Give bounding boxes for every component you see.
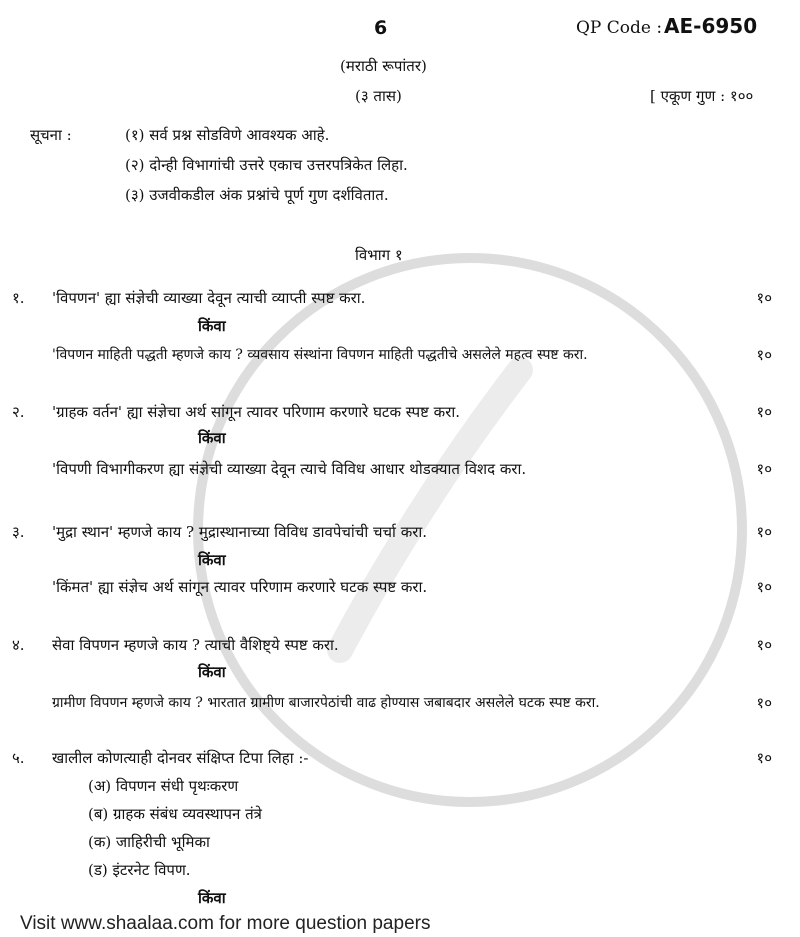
sub-item: (क) जाहिरीची भूमिका xyxy=(88,833,210,851)
question-number: ५. xyxy=(12,749,25,767)
footer-link[interactable]: Visit www.shaalaa.com for more question papers xyxy=(20,913,431,934)
qp-label: QP Code : xyxy=(576,18,663,38)
or-label: किंवा xyxy=(198,663,226,681)
duration: (३ तास) xyxy=(355,87,402,105)
alt-question-marks: १० xyxy=(756,346,772,364)
or-label: किंवा xyxy=(198,429,226,447)
alt-question-text: 'विपणी विभागीकरण ह्या संज्ञेची व्याख्या देवून त्याचे विविध आधार थोडक्यात विशद करा. xyxy=(52,460,527,478)
sub-item: (ड) इंटरनेट विपण. xyxy=(88,861,191,879)
question-marks: १० xyxy=(756,523,772,541)
question-number: २. xyxy=(12,403,25,421)
question-marks: १० xyxy=(756,289,772,307)
alt-question-text: 'विपणन माहिती पद्धती म्हणजे काय ? व्यवसाय संस्थांना विपणन माहिती पद्धतीचे असलेले महत्व स्पष्ट करा. xyxy=(52,347,588,363)
question-marks: १० xyxy=(756,636,772,654)
alt-question-marks: १० xyxy=(756,578,772,596)
question-text: सेवा विपणन म्हणजे काय ? त्याची वैशिष्ट्ये स्पष्ट करा. xyxy=(52,636,339,654)
subtitle: (मराठी रूपांतर) xyxy=(340,57,427,75)
sub-item: (ब) ग्राहक संबंध व्यवस्थापन तंत्रे xyxy=(88,805,262,823)
question-marks: १० xyxy=(756,403,772,421)
question-text: 'ग्राहक वर्तन' ह्या संज्ञेचा अर्थ सांगून त्यावर परिणाम करणारे घटक स्पष्ट करा. xyxy=(52,403,460,421)
instruction-item: (१) सर्व प्रश्न सोडविणे आवश्यक आहे. xyxy=(125,126,330,144)
or-label: किंवा xyxy=(198,551,226,569)
question-marks: १० xyxy=(756,749,772,767)
question-text: 'मुद्रा स्थान' म्हणजे काय ? मुद्रास्थानाच्या विविध डावपेचांची चर्चा करा. xyxy=(52,523,427,541)
instructions-label: सूचना : xyxy=(30,126,72,144)
question-number: १. xyxy=(12,289,25,307)
page-number: 6 xyxy=(374,17,388,39)
total-marks: [ एकूण गुण : १०० xyxy=(650,87,754,105)
alt-question-marks: १० xyxy=(756,460,772,478)
alt-question-text: 'किंमत' ह्या संज्ञेच अर्थ सांगून त्यावर परिणाम करणारे घटक स्पष्ट करा. xyxy=(52,578,428,596)
question-text: 'विपणन' ह्या संज्ञेची व्याख्या देवून त्याची व्याप्ती स्पष्ट करा. xyxy=(52,289,366,307)
question-text: खालील कोणत्याही दोनवर संक्षिप्त टिपा लिहा :- xyxy=(52,749,309,767)
alt-question-text: ग्रामीण विपणन म्हणजे काय ? भारतात ग्रामीण बाजारपेठांची वाढ होण्यास जबाबदार असलेले घटक स्पष्ट करा. xyxy=(52,695,600,711)
section-title: विभाग १ xyxy=(355,246,403,264)
question-number: ३. xyxy=(12,523,25,541)
or-label: किंवा xyxy=(198,317,226,335)
or-label: किंवा xyxy=(198,889,226,907)
instruction-item: (३) उजवीकडील अंक प्रश्नांचे पूर्ण गुण दर्शवितात. xyxy=(125,186,389,204)
qp-code: AE-6950 xyxy=(664,14,758,38)
instruction-item: (२) दोन्ही विभागांची उत्तरे एकाच उत्तरपत्रिकेत लिहा. xyxy=(125,156,408,174)
question-number: ४. xyxy=(12,636,25,654)
alt-question-marks: १० xyxy=(756,694,772,712)
sub-item: (अ) विपणन संधी पृथःकरण xyxy=(88,777,239,795)
